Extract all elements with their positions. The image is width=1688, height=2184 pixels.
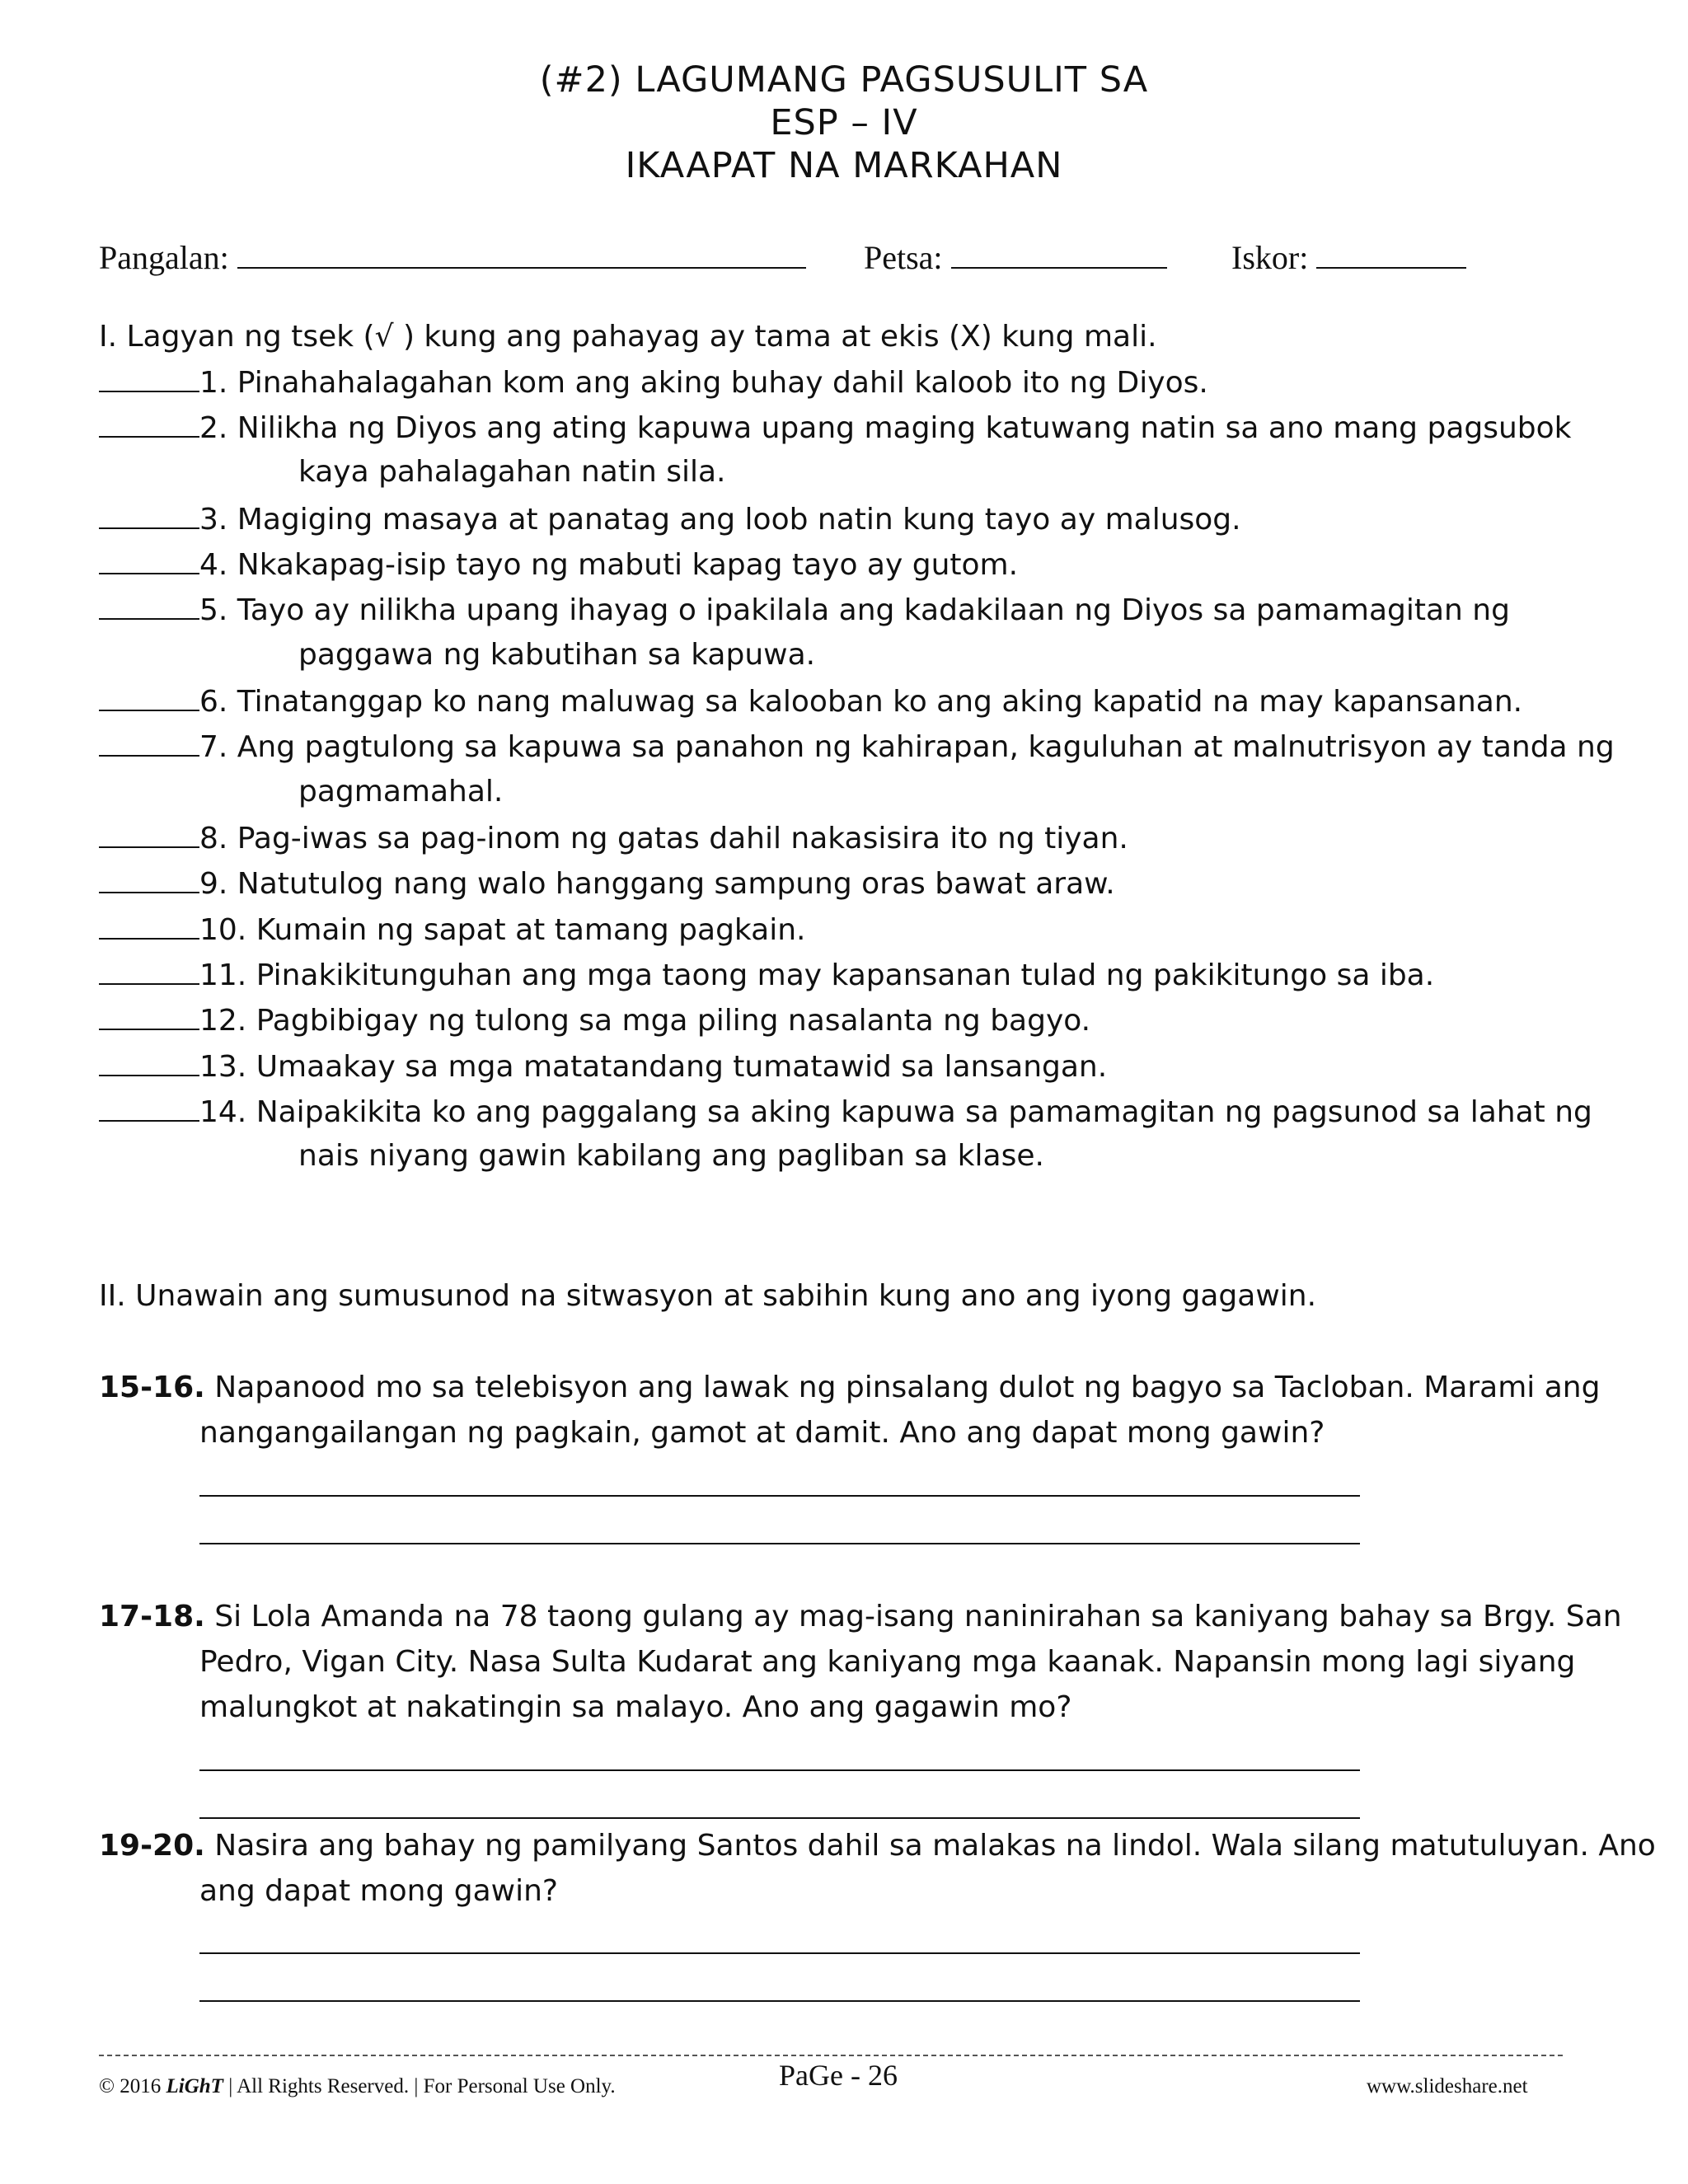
item-10: 10. Kumain ng sapat at tamang pagkain. <box>99 912 805 947</box>
item-2-cont: kaya pahalagahan natin sila. <box>298 455 726 489</box>
item-1: 1. Pinahahalagahan kom ang aking buhay dahil kaloob ito ng Diyos. <box>99 364 1208 400</box>
item-5-cont: paggawa ng kabutihan sa kapuwa. <box>298 638 816 672</box>
date-blank[interactable] <box>951 237 1167 269</box>
answer-blank[interactable] <box>99 912 199 940</box>
situation-19-20-cont: ang dapat mong gawin? <box>199 1874 559 1908</box>
footer-brand: LiGhT <box>166 2075 223 2097</box>
item-7-cont: pagmamahal. <box>298 775 504 808</box>
item-6: 6. Tinatanggap ko nang maluwag sa kalooban ko ang aking kapatid na may kapansanan. <box>99 683 1522 719</box>
name-blank[interactable] <box>237 237 806 269</box>
answer-blank[interactable] <box>99 1048 199 1076</box>
situation-number: 17-18. <box>99 1600 205 1633</box>
answer-blank[interactable] <box>99 683 199 711</box>
answer-blank[interactable] <box>99 820 199 848</box>
situation-15-16: 15-16. Napanood mo sa telebisyon ang lawak ng pinsalang dulot ng bagyo sa Tacloban. Marami ang <box>99 1371 1601 1404</box>
footer-site: www.slideshare.net <box>1367 2075 1528 2097</box>
score-blank[interactable] <box>1316 237 1466 269</box>
answer-blank[interactable] <box>99 957 199 985</box>
situation-15-16-cont: nangangailangan ng pagkain, gamot at damit. Ano ang dapat mong gawin? <box>199 1416 1325 1450</box>
score-label: Iskor: <box>1231 239 1309 276</box>
title-line-3: IKAAPAT NA MARKAHAN <box>625 145 1063 186</box>
footer-copyright: © 2016 LiGhT | All Rights Reserved. | For Personal Use Only. <box>99 2075 616 2097</box>
answer-line[interactable] <box>199 1769 1360 1771</box>
item-3: 3. Magiging masaya at panatag ang loob natin kung tayo ay malusog. <box>99 501 1241 537</box>
answer-line[interactable] <box>199 1817 1360 1819</box>
situation-17-18-cont-2: malungkot at nakatingin sa malayo. Ano ang gagawin mo? <box>199 1690 1072 1724</box>
situation-19-20: 19-20. Nasira ang bahay ng pamilyang Santos dahil sa malakas na lindol. Wala silang matutuluyan. Ano <box>99 1829 1656 1863</box>
item-9: 9. Natutulog nang walo hanggang sampung oras bawat araw. <box>99 865 1115 901</box>
item-5: 5. Tayo ay nilikha upang ihayag o ipakilala ang kadakilaan ng Diyos sa pamamagitan ng <box>99 592 1510 627</box>
answer-line[interactable] <box>199 1952 1360 1954</box>
situation-17-18-cont-1: Pedro, Vigan City. Nasa Sulta Kudarat ang kaniyang mga kaanak. Napansin mong lagi siyang <box>199 1645 1576 1679</box>
item-12: 12. Pagbibigay ng tulong sa mga piling nasalanta ng bagyo. <box>99 1002 1090 1038</box>
situation-17-18: 17-18. Si Lola Amanda na 78 taong gulang ay mag-isang naninirahan sa kaniyang bahay sa Brgy. San <box>99 1600 1622 1633</box>
title-line-1: (#2) LAGUMANG PAGSUSULIT SA <box>539 59 1149 101</box>
situation-number: 15-16. <box>99 1371 205 1404</box>
answer-line[interactable] <box>199 1495 1360 1497</box>
item-8: 8. Pag-iwas sa pag-inom ng gatas dahil nakasisira ito ng tiyan. <box>99 820 1128 855</box>
situation-number: 19-20. <box>99 1829 205 1863</box>
item-14-cont: nais niyang gawin kabilang ang pagliban sa klase. <box>298 1139 1044 1173</box>
date-label: Petsa: <box>864 239 943 276</box>
answer-blank[interactable] <box>99 546 199 574</box>
item-2: 2. Nilikha ng Diyos ang ating kapuwa upang maging katuwang natin sa ano mang pagsubok <box>99 410 1572 445</box>
answer-blank[interactable] <box>99 410 199 438</box>
answer-blank[interactable] <box>99 592 199 620</box>
item-13: 13. Umaakay sa mga matatandang tumatawid sa lansangan. <box>99 1048 1107 1084</box>
date-field <box>864 237 1167 277</box>
answer-line[interactable] <box>199 2000 1360 2002</box>
title-line-2: ESP – IV <box>770 102 918 143</box>
part1-instruction: I. Lagyan ng tsek (√ ) kung ang pahayag ay tama at ekis (X) kung mali. <box>99 320 1157 354</box>
answer-blank[interactable] <box>99 364 199 392</box>
answer-blank[interactable] <box>99 1094 199 1122</box>
answer-line[interactable] <box>199 1543 1360 1544</box>
item-7: 7. Ang pagtulong sa kapuwa sa panahon ng kahirapan, kaguluhan at malnutrisyon ay tanda ng <box>99 729 1615 764</box>
answer-blank[interactable] <box>99 1002 199 1030</box>
page-number: PaGe - 26 <box>779 2059 898 2092</box>
footer-divider <box>99 2055 1563 2056</box>
item-14: 14. Naipakikita ko ang paggalang sa aking kapuwa sa pamamagitan ng pagsunod sa lahat ng <box>99 1094 1592 1129</box>
name-label: Pangalan: <box>99 239 229 276</box>
item-11: 11. Pinakikitunguhan ang mga taong may kapansanan tulad ng pakikitungo sa iba. <box>99 957 1434 992</box>
item-4: 4. Nkakapag-isip tayo ng mabuti kapag tayo ay gutom. <box>99 546 1018 582</box>
answer-blank[interactable] <box>99 501 199 529</box>
part2-instruction: II. Unawain ang sumusunod na sitwasyon at sabihin kung ano ang iyong gagawin. <box>99 1279 1317 1313</box>
answer-blank[interactable] <box>99 865 199 893</box>
answer-blank[interactable] <box>99 729 199 757</box>
score-field <box>1231 237 1466 277</box>
name-field <box>99 237 806 277</box>
